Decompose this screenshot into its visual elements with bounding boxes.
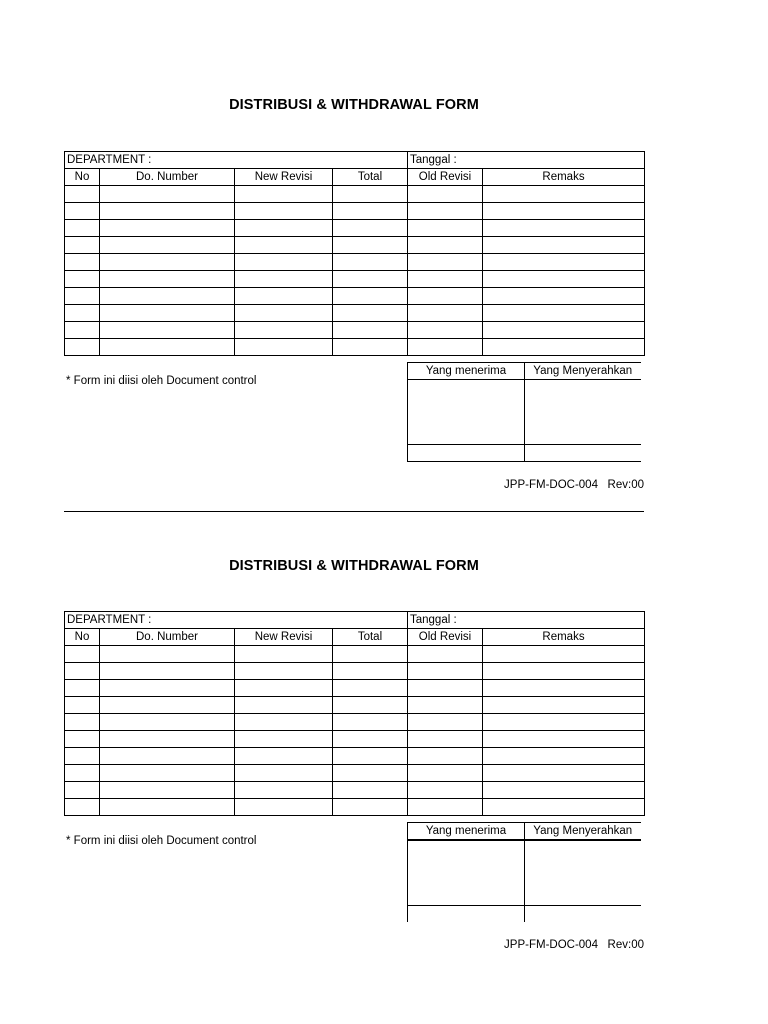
table-body	[65, 646, 645, 816]
column-header-no: No	[65, 169, 100, 186]
table-cell[interactable]	[333, 697, 408, 714]
table-cell[interactable]	[333, 765, 408, 782]
table-cell[interactable]	[235, 765, 333, 782]
table-cell[interactable]	[235, 697, 333, 714]
table-cell[interactable]	[235, 237, 333, 254]
column-header-new-revisi: New Revisi	[235, 629, 333, 646]
signature-box-receiver[interactable]	[408, 840, 525, 906]
table-cell[interactable]	[65, 646, 100, 663]
column-header-total: Total	[333, 169, 408, 186]
table-row	[65, 305, 645, 322]
table-cell[interactable]	[483, 220, 645, 237]
name-box-receiver[interactable]	[408, 445, 525, 462]
table-cell[interactable]	[333, 203, 408, 220]
table-cell[interactable]	[100, 782, 235, 799]
table-cell[interactable]	[333, 220, 408, 237]
table-cell[interactable]	[65, 203, 100, 220]
department-field[interactable]: DEPARTMENT :	[65, 152, 408, 169]
table-cell[interactable]	[333, 663, 408, 680]
table-row	[65, 646, 645, 663]
table-cell[interactable]	[408, 322, 483, 339]
table-cell[interactable]	[483, 782, 645, 799]
sign-header-giver: Yang Menyerahkan	[525, 363, 641, 380]
table-cell[interactable]	[100, 646, 235, 663]
table-cell[interactable]	[65, 714, 100, 731]
table-cell[interactable]	[100, 697, 235, 714]
table-cell[interactable]	[333, 186, 408, 203]
table-row	[65, 731, 645, 748]
name-box-receiver[interactable]	[408, 906, 525, 923]
table-cell[interactable]	[408, 714, 483, 731]
table-cell[interactable]	[483, 697, 645, 714]
tanggal-field[interactable]: Tanggal :	[408, 152, 645, 169]
signature-table	[407, 362, 641, 462]
table-cell[interactable]	[65, 680, 100, 697]
table-cell[interactable]	[65, 799, 100, 816]
table-cell[interactable]	[100, 663, 235, 680]
table-cell[interactable]	[408, 203, 483, 220]
table-cell[interactable]	[100, 748, 235, 765]
table-cell[interactable]	[65, 663, 100, 680]
table-cell[interactable]	[65, 271, 100, 288]
table-cell[interactable]	[333, 288, 408, 305]
table-cell[interactable]	[65, 322, 100, 339]
table-cell[interactable]	[408, 697, 483, 714]
table-cell[interactable]	[235, 782, 333, 799]
column-header-no: No	[65, 629, 100, 646]
table-cell[interactable]	[65, 186, 100, 203]
column-header-do-number: Do. Number	[100, 629, 235, 646]
table-row	[65, 714, 645, 731]
table-cell[interactable]	[235, 254, 333, 271]
table-row	[65, 663, 645, 680]
table-cell[interactable]	[483, 646, 645, 663]
column-header-old-revisi: Old Revisi	[408, 169, 483, 186]
table-cell[interactable]	[333, 339, 408, 356]
table-row	[65, 254, 645, 271]
table-cell[interactable]	[483, 748, 645, 765]
table-row	[65, 697, 645, 714]
table-cell[interactable]	[235, 271, 333, 288]
table-body	[65, 186, 645, 356]
document-number: JPP-FM-DOC-004 Rev:00	[504, 939, 644, 951]
table-cell[interactable]	[333, 254, 408, 271]
table-cell[interactable]	[483, 237, 645, 254]
table-cell[interactable]	[65, 697, 100, 714]
signature-box-giver[interactable]	[525, 380, 641, 445]
table-cell[interactable]	[483, 305, 645, 322]
table-cell[interactable]	[100, 203, 235, 220]
table-row	[65, 765, 645, 782]
column-header-new-revisi: New Revisi	[235, 169, 333, 186]
table-cell[interactable]	[235, 680, 333, 697]
form-note: * Form ini diisi oleh Document control	[66, 375, 257, 387]
table-cell[interactable]	[65, 237, 100, 254]
table-cell[interactable]	[100, 731, 235, 748]
table-cell[interactable]	[333, 680, 408, 697]
column-header-old-revisi: Old Revisi	[408, 629, 483, 646]
table-cell[interactable]	[408, 680, 483, 697]
sign-header-receiver: Yang menerima	[408, 823, 525, 841]
table-cell[interactable]	[483, 288, 645, 305]
table-cell[interactable]	[235, 220, 333, 237]
tanggal-field[interactable]: Tanggal :	[408, 612, 645, 629]
table-cell[interactable]	[235, 203, 333, 220]
column-header-total: Total	[333, 629, 408, 646]
table-cell[interactable]	[65, 288, 100, 305]
signature-table	[407, 822, 641, 922]
table-cell[interactable]	[333, 322, 408, 339]
table-cell[interactable]	[333, 271, 408, 288]
table-row	[65, 799, 645, 816]
table-cell[interactable]	[100, 305, 235, 322]
table-cell[interactable]	[333, 731, 408, 748]
table-row	[65, 203, 645, 220]
table-cell[interactable]	[483, 714, 645, 731]
table-cell[interactable]	[333, 646, 408, 663]
table-row	[65, 186, 645, 203]
table-cell[interactable]	[235, 646, 333, 663]
table-cell[interactable]	[65, 254, 100, 271]
column-header-do-number: Do. Number	[100, 169, 235, 186]
form-title: DISTRIBUSI & WITHDRAWAL FORM	[229, 97, 479, 113]
table-cell[interactable]	[408, 220, 483, 237]
table-cell[interactable]	[408, 646, 483, 663]
table-cell[interactable]	[483, 799, 645, 816]
table-cell[interactable]	[100, 254, 235, 271]
column-header-remaks: Remaks	[483, 169, 645, 186]
distribution-table	[64, 611, 645, 816]
table-cell[interactable]	[100, 339, 235, 356]
table-cell[interactable]	[483, 271, 645, 288]
table-cell[interactable]	[65, 305, 100, 322]
table-cell[interactable]	[408, 663, 483, 680]
table-cell[interactable]	[65, 339, 100, 356]
table-row	[65, 288, 645, 305]
table-cell[interactable]	[408, 782, 483, 799]
table-cell[interactable]	[100, 288, 235, 305]
table-cell[interactable]	[483, 203, 645, 220]
table-row	[65, 220, 645, 237]
sign-header-giver: Yang Menyerahkan	[525, 823, 641, 841]
table-row	[65, 322, 645, 339]
table-cell[interactable]	[408, 799, 483, 816]
table-cell[interactable]	[235, 714, 333, 731]
table-cell[interactable]	[65, 765, 100, 782]
table-cell[interactable]	[483, 339, 645, 356]
table-row	[65, 237, 645, 254]
table-cell[interactable]	[235, 731, 333, 748]
table-cell[interactable]	[408, 254, 483, 271]
table-cell[interactable]	[333, 782, 408, 799]
table-cell[interactable]	[333, 305, 408, 322]
table-cell[interactable]	[235, 799, 333, 816]
department-field[interactable]: DEPARTMENT :	[65, 612, 408, 629]
table-cell[interactable]	[333, 714, 408, 731]
document-number: JPP-FM-DOC-004 Rev:00	[504, 479, 644, 491]
table-cell[interactable]	[408, 305, 483, 322]
table-cell[interactable]	[235, 305, 333, 322]
table-cell[interactable]	[408, 237, 483, 254]
form-divider	[64, 511, 644, 512]
table-row	[65, 680, 645, 697]
table-cell[interactable]	[235, 339, 333, 356]
table-cell[interactable]	[100, 322, 235, 339]
table-cell[interactable]	[483, 680, 645, 697]
table-cell[interactable]	[483, 765, 645, 782]
table-row	[65, 339, 645, 356]
table-cell[interactable]	[483, 663, 645, 680]
table-cell[interactable]	[408, 288, 483, 305]
table-cell[interactable]	[408, 186, 483, 203]
table-cell[interactable]	[408, 339, 483, 356]
table-cell[interactable]	[408, 765, 483, 782]
table-cell[interactable]	[235, 748, 333, 765]
table-row	[65, 271, 645, 288]
table-cell[interactable]	[100, 765, 235, 782]
table-cell[interactable]	[483, 731, 645, 748]
table-cell[interactable]	[100, 680, 235, 697]
table-cell[interactable]	[483, 186, 645, 203]
table-cell[interactable]	[100, 714, 235, 731]
name-box-giver[interactable]	[525, 445, 641, 462]
name-box-giver[interactable]	[525, 906, 641, 923]
table-cell[interactable]	[100, 271, 235, 288]
table-cell[interactable]	[235, 322, 333, 339]
table-cell[interactable]	[333, 799, 408, 816]
table-cell[interactable]	[408, 748, 483, 765]
sign-header-receiver: Yang menerima	[408, 363, 525, 380]
signature-box-giver[interactable]	[525, 840, 641, 906]
table-cell[interactable]	[100, 799, 235, 816]
table-cell[interactable]	[100, 220, 235, 237]
table-cell[interactable]	[333, 237, 408, 254]
table-cell[interactable]	[235, 663, 333, 680]
table-cell[interactable]	[483, 322, 645, 339]
column-header-remaks: Remaks	[483, 629, 645, 646]
form-title: DISTRIBUSI & WITHDRAWAL FORM	[229, 558, 479, 574]
table-row	[65, 782, 645, 799]
table-cell[interactable]	[235, 186, 333, 203]
table-cell[interactable]	[65, 782, 100, 799]
table-cell[interactable]	[483, 254, 645, 271]
table-cell[interactable]	[65, 748, 100, 765]
table-cell[interactable]	[408, 271, 483, 288]
table-cell[interactable]	[408, 731, 483, 748]
table-cell[interactable]	[65, 731, 100, 748]
form-note: * Form ini diisi oleh Document control	[66, 835, 257, 847]
table-cell[interactable]	[235, 288, 333, 305]
table-cell[interactable]	[100, 237, 235, 254]
table-row	[65, 748, 645, 765]
distribution-table	[64, 151, 645, 356]
table-cell[interactable]	[65, 220, 100, 237]
table-cell[interactable]	[333, 748, 408, 765]
table-cell[interactable]	[100, 186, 235, 203]
signature-box-receiver[interactable]	[408, 380, 525, 445]
